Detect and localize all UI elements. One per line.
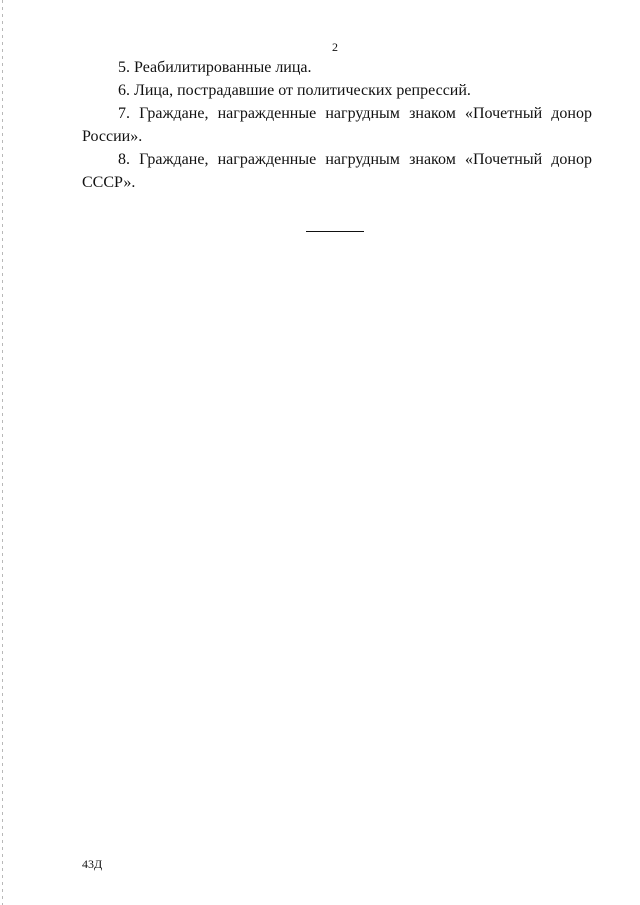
list-item-6: 6. Лица, пострадавшие от политических репрессий. [118,82,471,99]
page-number: 2 [332,40,338,54]
list-item-8: 8. Граждане, награжденные нагрудным знаком «Почетный донор СССР». [82,151,592,191]
document-body [82,56,592,194]
list-item-7: 7. Граждане, награжденные нагрудным знаком «Почетный донор России». [82,105,592,145]
footer-document-code: 43Д [82,857,103,871]
list-item-5: 5. Реабилитированные лица. [118,59,312,76]
scan-edge-artifact [2,0,3,905]
end-separator-line [306,231,364,232]
